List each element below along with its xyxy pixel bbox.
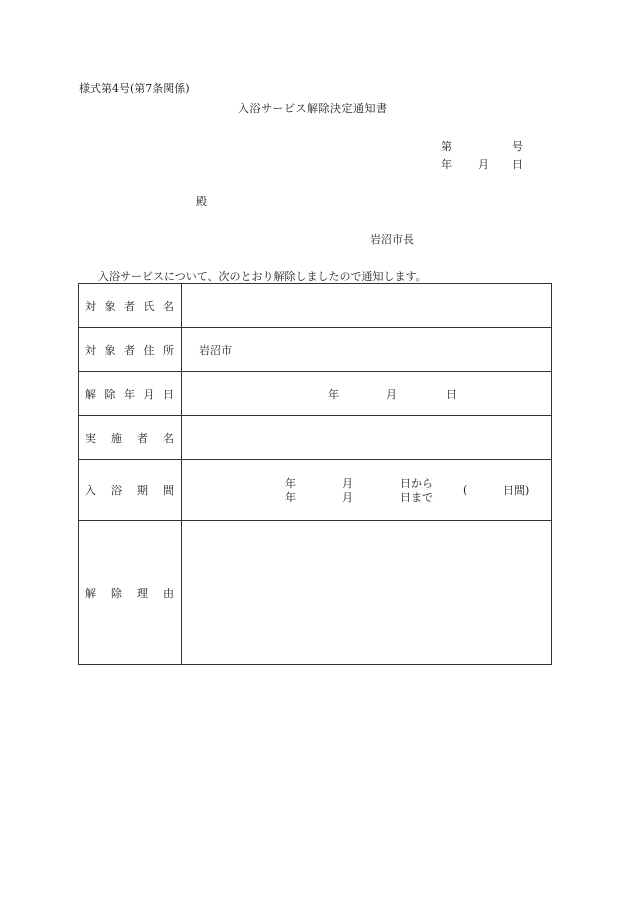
table-row xyxy=(79,284,552,328)
label-char: 入 xyxy=(85,484,96,497)
row-label xyxy=(79,416,182,460)
document-number-prefix: 第 xyxy=(441,140,452,153)
document-number-suffix: 号 xyxy=(512,140,523,153)
label-char: 解 xyxy=(85,387,96,401)
period-start-day: 日から xyxy=(400,476,433,490)
label-char: 象 xyxy=(104,343,116,357)
label-char: 象 xyxy=(104,299,116,313)
label-char: 住 xyxy=(143,343,155,357)
row-label xyxy=(79,372,182,416)
row-label xyxy=(79,328,182,372)
subject-address-field[interactable] xyxy=(182,328,552,372)
row-label xyxy=(79,521,182,665)
period-start-month: 月 xyxy=(342,476,353,490)
label-char: 解 xyxy=(85,586,96,600)
document-title: 入浴サービス解除決定通知書 xyxy=(238,102,388,115)
table-row xyxy=(79,328,552,372)
label-char: 者 xyxy=(124,343,135,357)
label-char: 除 xyxy=(111,586,122,600)
period-end-year: 年 xyxy=(285,491,296,505)
form-number-label: 様式第4号(第7条関係) xyxy=(79,82,190,95)
cancel-year-label: 年 xyxy=(328,387,339,401)
label-char: 施 xyxy=(111,431,122,445)
notice-table xyxy=(78,283,552,665)
cancel-day-label: 日 xyxy=(446,387,457,401)
label-char: 名 xyxy=(163,299,174,313)
label-char: 期 xyxy=(137,484,148,497)
label-char: 所 xyxy=(163,343,174,357)
label-char: 名 xyxy=(163,431,174,445)
table-row xyxy=(79,416,552,460)
issue-date-day: 日 xyxy=(512,158,523,171)
addressee-honorific: 殿 xyxy=(196,195,207,208)
row-label xyxy=(79,460,182,521)
subject-name-field[interactable] xyxy=(182,284,552,328)
label-char: 由 xyxy=(163,586,174,600)
issuer-name: 岩沼市長 xyxy=(370,233,414,246)
label-char: 年 xyxy=(124,387,135,401)
cancellation-date-field[interactable] xyxy=(182,372,552,416)
label-char: 日 xyxy=(163,387,174,401)
label-char: 者 xyxy=(137,431,148,445)
table-row xyxy=(79,372,552,416)
issue-date-year: 年 xyxy=(441,158,452,171)
row-label xyxy=(79,284,182,328)
label-char: 氏 xyxy=(143,299,155,313)
label-char: 浴 xyxy=(111,484,122,497)
period-days-label: 日間) xyxy=(503,484,530,497)
period-end-month: 月 xyxy=(342,491,353,505)
address-value: 岩沼市 xyxy=(199,343,232,357)
label-char: 間 xyxy=(163,484,174,497)
period-end-day: 日まで xyxy=(400,491,433,505)
label-char: 対 xyxy=(85,299,96,313)
table-row xyxy=(79,521,552,665)
label-char: 実 xyxy=(85,431,96,445)
cancel-month-label: 月 xyxy=(386,387,397,401)
table-row xyxy=(79,460,552,521)
label-char: 除 xyxy=(104,387,116,401)
intro-text: 入浴サービスについて、次のとおり解除しましたので通知します。 xyxy=(98,270,427,283)
cancellation-reason-field[interactable] xyxy=(182,521,552,665)
label-char: 理 xyxy=(137,586,148,600)
issue-date-month: 月 xyxy=(478,158,489,171)
bathing-period-field[interactable] xyxy=(182,460,552,521)
label-char: 月 xyxy=(143,387,155,401)
period-start-year: 年 xyxy=(285,476,296,490)
provider-name-field[interactable] xyxy=(182,416,552,460)
label-char: 者 xyxy=(124,299,135,313)
period-days-open: ( xyxy=(463,483,468,497)
label-char: 対 xyxy=(85,343,96,357)
